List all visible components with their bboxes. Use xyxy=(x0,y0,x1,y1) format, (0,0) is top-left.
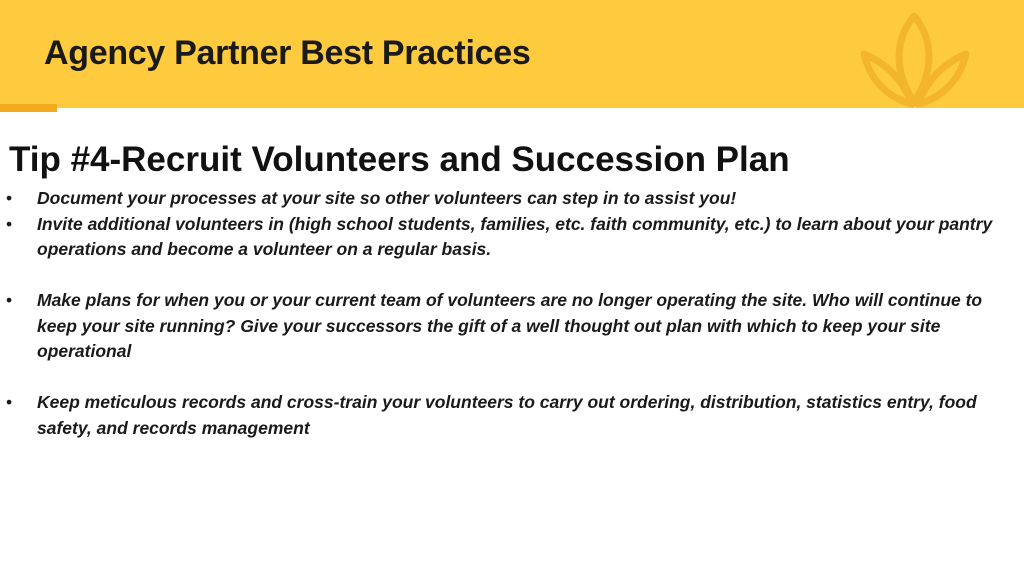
bullet-marker: • xyxy=(6,392,13,412)
header-accent-bar xyxy=(0,104,57,112)
list-item xyxy=(0,186,1010,212)
list-item xyxy=(0,288,1010,365)
bullet-text: Invite additional volunteers in (high school students, families, etc. faith community, etc.) to learn about your pantry operations and become a volunteer on a regular basis. xyxy=(37,213,993,259)
list-item xyxy=(0,390,1010,441)
bullet-text: Keep meticulous records and cross-train your volunteers to carry out ordering, distribution, statistics entry, food safety, and records management xyxy=(37,392,977,438)
leaf-flame-logo-icon xyxy=(856,10,976,108)
list-item xyxy=(0,212,1010,263)
page-title: Agency Partner Best Practices xyxy=(44,34,531,72)
bullet-text: Document your processes at your site so other volunteers can step in to assist you! xyxy=(37,188,737,208)
bullet-marker: • xyxy=(6,188,13,208)
section-heading: Tip #4-Recruit Volunteers and Succession Plan xyxy=(9,140,790,179)
bullet-marker: • xyxy=(6,290,13,310)
bullet-marker: • xyxy=(6,213,13,234)
bullet-text: Make plans for when you or your current team of volunteers are no longer operating the site. Who will continue to keep your site running? Give your successors the gift of a well thought out plan with which to keep your site operational xyxy=(37,290,983,361)
bullet-list xyxy=(0,186,1010,441)
